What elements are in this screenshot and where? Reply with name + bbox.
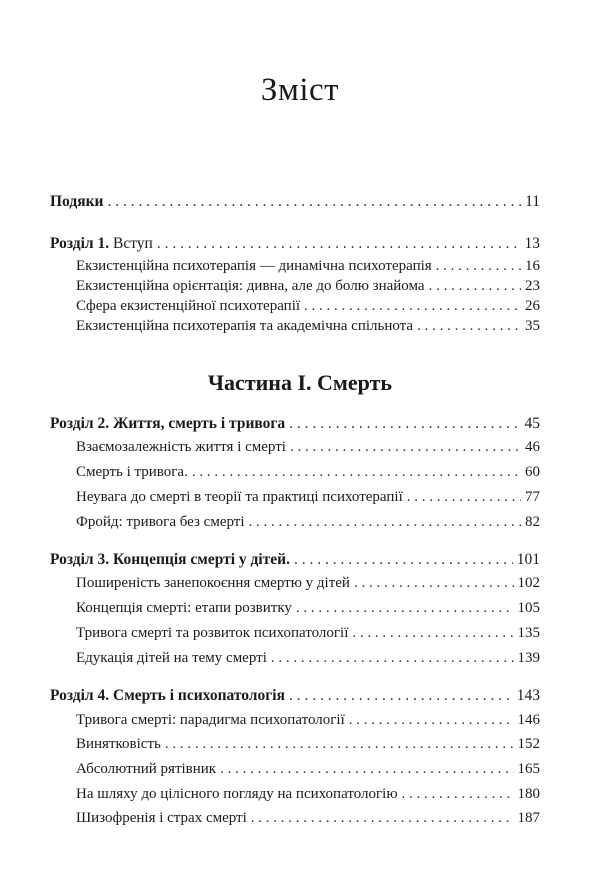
dot-leader bbox=[192, 462, 521, 482]
toc-entry-section[interactable] bbox=[76, 648, 540, 668]
toc-entry-section[interactable] bbox=[76, 462, 540, 482]
chapter-label: Розділ 2. Життя, смерть і тривога bbox=[50, 415, 286, 432]
dot-leader bbox=[294, 550, 513, 570]
toc-entry-label: На шляху до цілісного погляду на психопатологію bbox=[76, 786, 398, 802]
toc-page-number: 77 bbox=[525, 489, 540, 505]
toc-page-number: 180 bbox=[517, 786, 540, 802]
toc-page-number: 146 bbox=[517, 712, 540, 728]
part-title bbox=[0, 370, 600, 396]
dot-leader bbox=[220, 759, 513, 779]
dot-leader bbox=[165, 734, 514, 754]
dot-leader bbox=[304, 296, 521, 316]
dot-leader bbox=[349, 710, 514, 730]
toc-page-number: 16 bbox=[525, 258, 540, 274]
toc-entry-section[interactable] bbox=[76, 710, 540, 730]
toc-entry-label: Екзистенційна психотерапія — динамічна психотерапія bbox=[76, 258, 432, 274]
toc-page-number: 82 bbox=[525, 514, 540, 530]
toc-entry-label: Фройд: тривога без смерті bbox=[76, 514, 245, 530]
chapter-number: Розділ 1. bbox=[50, 235, 110, 252]
toc-entry-section[interactable] bbox=[76, 487, 540, 507]
toc-entry-section[interactable] bbox=[76, 276, 540, 296]
toc-page-number: 105 bbox=[517, 600, 540, 616]
toc-entry-label: Поширеність занепокоєння смертю у дітей bbox=[76, 575, 350, 591]
dot-leader bbox=[417, 316, 521, 336]
toc-page-number: 101 bbox=[516, 551, 540, 568]
toc-entry-section[interactable] bbox=[76, 784, 540, 804]
toc-page-number: 60 bbox=[525, 464, 540, 480]
dot-leader bbox=[107, 192, 521, 212]
chapter-title: Вступ bbox=[113, 235, 153, 252]
toc-page-number: 187 bbox=[517, 810, 540, 826]
part-name: Смерть bbox=[317, 370, 393, 395]
dot-leader bbox=[289, 414, 520, 434]
toc-entry-chapter-3[interactable] bbox=[50, 550, 540, 570]
toc-entry-section[interactable] bbox=[76, 759, 540, 779]
dot-leader bbox=[157, 234, 521, 254]
toc-entry-section[interactable] bbox=[76, 512, 540, 532]
toc-page-number: 135 bbox=[517, 625, 540, 641]
dot-leader bbox=[251, 808, 514, 828]
toc-page-number: 102 bbox=[517, 575, 540, 591]
dot-leader bbox=[249, 512, 521, 532]
part-number: Частина I. bbox=[207, 370, 312, 395]
toc-entry-label: Шизофренія і страх смерті bbox=[76, 810, 247, 826]
dot-leader bbox=[354, 573, 514, 593]
toc-entry-section[interactable] bbox=[76, 296, 540, 316]
dot-leader bbox=[407, 487, 521, 507]
toc-page-number: 23 bbox=[525, 278, 540, 294]
dot-leader bbox=[429, 276, 521, 296]
toc-entry-label: Подяки bbox=[50, 193, 104, 210]
toc-entry-label: Винятковість bbox=[76, 736, 161, 752]
toc-entry-section[interactable] bbox=[76, 573, 540, 593]
toc-page-number: 152 bbox=[517, 736, 540, 752]
toc-entry-label: Екзистенційна психотерапія та академічна спільнота bbox=[76, 318, 414, 334]
toc-entry-section[interactable] bbox=[76, 598, 540, 618]
chapter-label: Розділ 3. Концепція смерті у дітей. bbox=[50, 551, 290, 568]
dot-leader bbox=[436, 256, 521, 276]
toc-page-number: 46 bbox=[525, 439, 540, 455]
toc-entry-label: Сфера екзистенційної психотерапії bbox=[76, 298, 301, 314]
toc-entry-chapter-4[interactable] bbox=[50, 686, 540, 706]
toc-entry-label: Неувага до смерті в теорії та практиці психотерапії bbox=[76, 489, 403, 505]
dot-leader bbox=[290, 437, 521, 457]
toc-entry-label: Абсолютний рятівник bbox=[76, 761, 217, 777]
chapter-label: Розділ 4. Смерть і психопатологія bbox=[50, 687, 285, 704]
toc-entry-label: Смерть і тривога. bbox=[76, 464, 188, 480]
toc-entry-label: Взаємозалежність життя і смерті bbox=[76, 439, 286, 455]
toc-entry-section[interactable] bbox=[76, 316, 540, 336]
toc-entry-section[interactable] bbox=[76, 437, 540, 457]
toc-page-number: 139 bbox=[517, 650, 540, 666]
toc-page-number: 165 bbox=[517, 761, 540, 777]
toc-entry-section[interactable] bbox=[76, 623, 540, 643]
toc-entry-chapter-1[interactable] bbox=[50, 234, 540, 254]
toc-entry-label: Едукація дітей на тему смерті bbox=[76, 650, 267, 666]
toc-page-number: 11 bbox=[525, 193, 540, 210]
dot-leader bbox=[289, 686, 513, 706]
toc-entry-label: Тривога смерті: парадигма психопатології bbox=[76, 712, 345, 728]
dot-leader bbox=[271, 648, 514, 668]
dot-leader bbox=[352, 623, 513, 643]
dot-leader bbox=[296, 598, 514, 618]
toc-entry-section[interactable] bbox=[76, 734, 540, 754]
toc-page-number: 35 bbox=[525, 318, 540, 334]
toc-page-number: 45 bbox=[524, 415, 540, 432]
toc-entry-chapter-2[interactable] bbox=[50, 414, 540, 434]
toc-entry-section[interactable] bbox=[76, 808, 540, 828]
toc-page-number: 13 bbox=[524, 235, 540, 252]
toc-entry-section[interactable] bbox=[76, 256, 540, 276]
toc-entry-acknowledgements[interactable] bbox=[50, 192, 540, 212]
toc-entry-label: Концепція смерті: етапи розвитку bbox=[76, 600, 292, 616]
toc-entry-label: Екзистенційна орієнтація: дивна, але до болю знайома bbox=[76, 278, 425, 294]
dot-leader bbox=[402, 784, 514, 804]
toc-entry-label: Тривога смерті та розвиток психопатології bbox=[76, 625, 349, 641]
toc-page-number: 26 bbox=[525, 298, 540, 314]
page-title: Зміст bbox=[260, 72, 340, 108]
toc-page-number: 143 bbox=[516, 687, 540, 704]
